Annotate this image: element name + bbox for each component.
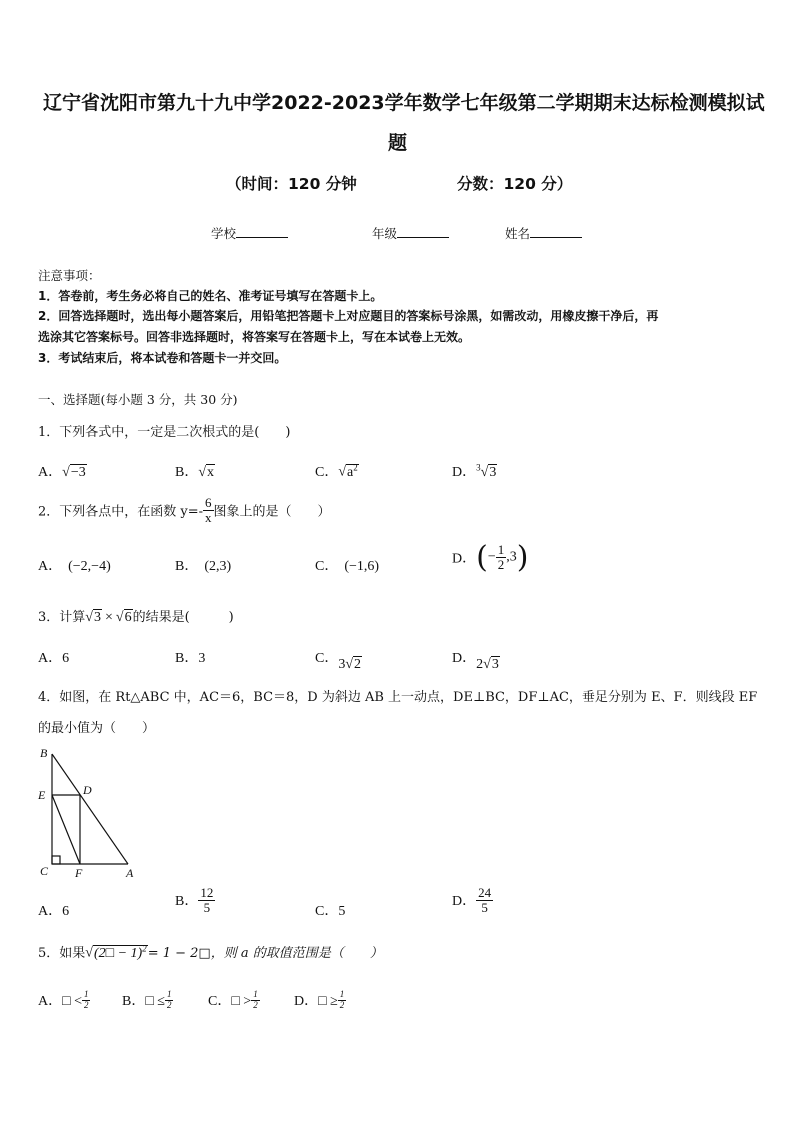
q5-stem-post: = 1 − 2□，则 a 的取值范围是（ ） xyxy=(147,946,383,961)
grade-label: 年级 xyxy=(372,226,398,241)
q5-option-a xyxy=(38,990,90,1010)
q4-option-d-den: 5 xyxy=(481,899,488,915)
q1-option-d-label: D． xyxy=(452,465,477,480)
q4-stem-line1: 4．如图，在 Rt△ABC 中，AC＝6，BC＝8，D 为斜边 AB 上一动点，DE⊥BC，DF⊥AC，垂足分别为 E、F．则线段 EF xyxy=(38,690,758,705)
q4-option-b-label: B． xyxy=(175,894,199,910)
q3-option-d-radicand: 3 xyxy=(491,657,499,672)
q3-option-c-radicand: 2 xyxy=(354,657,362,672)
q2-option-a xyxy=(38,555,111,575)
q1-option-d: D．$^3$√3 xyxy=(452,462,497,480)
q3-radicand-1: 3 xyxy=(93,610,101,625)
note-2a: 2．回答选择题时，选出每小题答案后，用铅笔把答题卡上对应题目的答案标号涂黑，如需改动，用橡皮擦干净后，再 xyxy=(38,309,659,323)
q3-option-d: D．2√3 xyxy=(452,651,499,672)
q5-option-b xyxy=(122,990,173,1010)
q3-option-d-label: D． xyxy=(452,651,477,666)
note-2b: 选涂其它答案标号。回答非选择题时，将答案写在答题卡上，写在本试卷上无效。 xyxy=(38,330,471,344)
q2-stem xyxy=(38,496,331,524)
q5-option-a-den: 2 xyxy=(83,999,89,1010)
q5-option-a-label: A．□ < xyxy=(38,994,82,1009)
q1-option-d-index: 3 xyxy=(476,462,481,473)
school-label: 学校 xyxy=(211,226,237,241)
q4-option-b-num: 12 xyxy=(200,885,214,900)
page-title-line2: 题 xyxy=(388,132,408,154)
school-blank xyxy=(236,225,288,238)
q2-option-d-rparen: ) xyxy=(516,540,529,575)
q5-option-c-num: 1 xyxy=(253,989,258,1000)
q3-stem-pre: 3．计算 xyxy=(38,610,86,625)
q4-side-ab xyxy=(52,754,128,864)
q5-stem-pre: 5．如果 xyxy=(38,946,86,961)
q4-label-f: F xyxy=(75,866,83,880)
q2-option-d-sign: − xyxy=(487,549,496,565)
q3-option-a: A．6 xyxy=(38,651,70,666)
q4-right-angle-mark xyxy=(52,856,60,864)
q1-option-a-label: A． xyxy=(38,465,63,480)
q1-option-c: C．$√a^2$ xyxy=(315,462,358,480)
q4-option-a: A．6 xyxy=(38,904,70,919)
q1-option-b-label: B． xyxy=(175,465,199,480)
q3-option-b: B．3 xyxy=(175,651,206,666)
q2-stem-post: 图象上的是（ ） xyxy=(213,504,331,520)
q2-stem-pre: 2．下列各点中，在函数 y=- xyxy=(38,504,204,520)
q5-option-d-num: 1 xyxy=(339,989,345,1000)
q2-option-b xyxy=(175,555,231,575)
q4-label-a: A xyxy=(126,866,134,880)
q2-option-d-label: D． xyxy=(452,551,477,567)
q3-stem-post: 的结果是( ) xyxy=(132,610,234,625)
q5-option-c xyxy=(208,990,260,1010)
q5-stem: 5．如果√(2□ − 1)$^2$= 1 − 2□，则 a 的取值范围是（ ） xyxy=(38,943,383,961)
q3-option-c-label: C． xyxy=(315,651,339,666)
q2-option-c-value: (−1,6) xyxy=(344,559,380,574)
q5-option-a-num: 1 xyxy=(83,989,89,1000)
section-heading: 一、选择题(每小题 3 分，共 30 分) xyxy=(38,392,238,407)
grade-field xyxy=(372,224,449,242)
q4-label-b: B xyxy=(40,746,48,760)
school-field xyxy=(211,224,288,242)
notes-heading: 注意事项： xyxy=(38,268,101,283)
note-3: 3．考试结束后，将本试卷和答题卡一并交回。 xyxy=(38,351,287,365)
q2-option-d-num: 1 xyxy=(497,542,505,558)
q4-option-c: C．5 xyxy=(315,904,346,919)
q3-option-d-coef: 2 xyxy=(476,657,484,672)
q1-option-b: B．√x xyxy=(175,465,215,480)
q3-radicand-2: 6 xyxy=(124,610,132,625)
q4-option-d-label: D． xyxy=(452,894,477,910)
q1-option-c-exponent: 2 xyxy=(353,462,358,473)
q4-label-e: E xyxy=(38,788,46,802)
q4-label-d: D xyxy=(83,783,92,797)
exam-time: （时间：120 分钟 xyxy=(226,175,357,193)
q2-option-d-tail: ,3 xyxy=(506,549,517,565)
q4-label-c: C xyxy=(40,864,49,878)
q5-exponent: 2 xyxy=(142,943,147,954)
exam-score: 分数：120 分） xyxy=(457,175,573,193)
q1-option-b-radicand: x xyxy=(207,465,215,480)
q5-option-c-den: 2 xyxy=(253,999,258,1010)
q5-option-d xyxy=(294,990,346,1010)
q1-option-a-radicand: −3 xyxy=(70,465,86,480)
q5-option-b-num: 1 xyxy=(166,989,172,1000)
q5-option-b-label: B．□ ≤ xyxy=(122,994,165,1009)
q3-times: × xyxy=(104,610,113,625)
q5-option-d-label: D．□ ≥ xyxy=(294,994,338,1009)
q2-option-b-label: B． xyxy=(175,559,199,574)
q1-stem: 1．下列各式中，一定是二次根式的是( ) xyxy=(38,425,291,440)
q5-expr: (2□ − 1) xyxy=(93,946,143,961)
q2-option-d-lparen: ( xyxy=(476,540,488,575)
q4-option-d xyxy=(452,886,493,914)
q2-option-c xyxy=(315,555,379,575)
q3-stem: 3．计算√3 × √6的结果是( ) xyxy=(38,610,234,625)
note-1: 1．答卷前，考生务必将自己的姓名、准考证号填写在答题卡上。 xyxy=(38,289,383,303)
q1-option-c-radicand: a xyxy=(347,465,354,480)
q2-option-a-value: (−2,−4) xyxy=(68,559,111,574)
q5-option-d-den: 2 xyxy=(339,999,345,1010)
q3-option-c-coef: 3 xyxy=(338,657,346,672)
name-label: 姓名 xyxy=(505,226,531,241)
q4-option-d-num: 24 xyxy=(478,885,492,900)
q5-option-c-label: C．□ > xyxy=(208,994,252,1009)
q4-segment-ef xyxy=(52,795,80,864)
page-title-line1: 辽宁省沈阳市第九十九中学2022-2023学年数学七年级第二学期期末达标检测模拟试 xyxy=(43,92,765,114)
q1-option-a: A．√−3 xyxy=(38,465,86,480)
grade-blank xyxy=(397,225,449,238)
q2-option-c-label: C． xyxy=(315,559,339,574)
name-blank xyxy=(530,225,582,238)
q1-option-c-label: C． xyxy=(315,465,339,480)
q2-frac-den: x xyxy=(205,509,212,525)
q2-frac-num: 6 xyxy=(205,495,212,510)
q4-stem-line2: 的最小值为（ ） xyxy=(38,721,156,736)
q2-option-d xyxy=(452,540,528,575)
q3-option-c: C．3√2 xyxy=(315,651,362,672)
q4-figure xyxy=(30,742,150,882)
q4-option-b xyxy=(175,886,215,914)
q5-option-b-den: 2 xyxy=(166,999,172,1010)
q2-option-b-value: (2,3) xyxy=(204,559,232,574)
q2-option-d-den: 2 xyxy=(497,557,505,572)
q2-option-a-label: A． xyxy=(38,559,63,574)
name-field xyxy=(505,224,582,242)
q4-option-b-den: 5 xyxy=(203,899,211,915)
q1-option-d-radicand: 3 xyxy=(489,465,497,480)
